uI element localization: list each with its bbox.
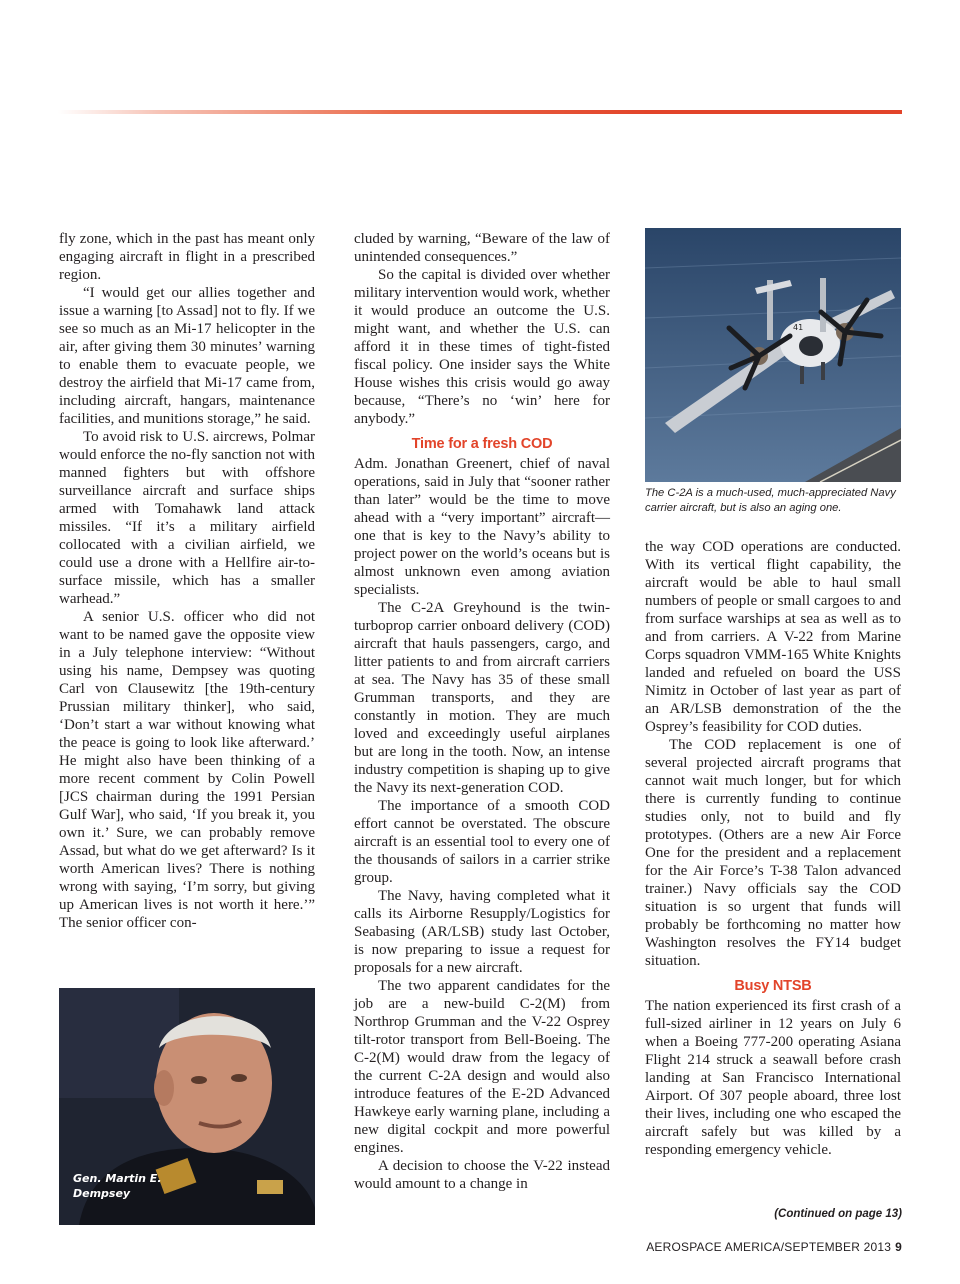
dempsey-portrait-photo (59, 988, 315, 1225)
article-column-1 (59, 230, 315, 932)
article-column-3 (645, 538, 901, 1159)
photo-caption: The C-2A is a much-used, much-appreciated Navy carrier aircraft, but is also an aging one. (645, 487, 896, 514)
paragraph: Adm. Jonathan Greenert, chief of naval operations, said in July that “sooner rather than later” would be the time to move ahead with a “very important” aircraft—one that is key to the Navy’s ability to project power on the world’s oceans but is almost unknown even among aviation specialists. (354, 456, 610, 598)
portrait-caption: Gen. Martin E. Dempsey (73, 1172, 162, 1200)
paragraph: The importance of a smooth COD effort cannot be overstated. The obscure aircraft is an essential tool to every one of the thousands of sailors in a carrier strike group. (354, 798, 610, 886)
page-footer (646, 1240, 902, 1254)
paragraph: A senior U.S. officer who did not want to be named gave the opposite view in a July telephone interview: “Without using his name, Dempsey was quoting Carl von Clausewitz [the 19th-century Prussian military thinker], who said, ‘Don’t start a war without knowing what the peace is going to look like afterward.’ He might also have been thinking of a more recent comment by Colin Powell [JCS chairman during the 1991 Persian Gulf War], who said, ‘If you break it, you own it.’ Sure, we can probably remove Assad, but what do we get afterward? Is it worth American lives? There is nothing wrong with saying, ‘I’m sorry, but giving up American lives is not worth it here.’” The senior officer con- (59, 609, 315, 931)
page-number: 9 (895, 1240, 902, 1254)
continued-notice: (Continued on page 13) (774, 1208, 902, 1220)
paragraph: cluded by warning, “Beware of the law of unintended consequences.” (354, 231, 610, 265)
paragraph: The nation experienced its first crash of a full-sized airliner in 12 years on July 6 when a Boeing 777-200 operating Asiana Flight 214 struck a seawall before crash landing at San Francisco International Airport. Of 307 people aboard, three lost their lives, including one who escaped the aircraft safely but was killed by a responding emergency vehicle. (645, 998, 901, 1158)
c2a-aircraft-illustration (645, 228, 901, 482)
c2a-aircraft-photo (645, 228, 901, 482)
paragraph: So the capital is divided over whether military intervention would work, whether it would produce an outcome the U.S. might want, and whether the U.S. can afford it in these times of tight-fisted fiscal policy. One insider says the White House wishes this crisis would go away because, “There’s no ‘win’ here for anybody.” (354, 267, 610, 427)
paragraph: The C-2A Greyhound is the twin-turboprop carrier onboard delivery (COD) aircraft that hauls passengers, cargo, and litter patients to and from aircraft carriers at sea. The Navy has 35 of these small Grumman transports, and they are constantly in motion. They are much loved and exceedingly useful airplanes but are long in the tooth. Now, an intense industry competition is shaping up to give the Navy its next-generation COD. (354, 600, 610, 796)
section-heading: Time for a fresh COD (411, 436, 553, 452)
paragraph: A decision to choose the V-22 instead would amount to a change in (354, 1158, 610, 1192)
paragraph: To avoid risk to U.S. aircrews, Polmar would enforce the no-fly sanction not with manned fighters but with offshore surveillance aircraft and surface ships armed with Tomahawk land attack missiles. “If it’s a military airfield collocated with a civilian airfield, we could use a drone with a Hellfire air-to-surface missile, which has a smaller warhead.” (59, 429, 315, 607)
paragraph: The Navy, having completed what it calls its Airborne Resupply/Logistics for Seabasing (AR/LSB) study last October, is now preparing to issue a request for proposals for a new aircraft. (354, 888, 610, 976)
header-rule (58, 110, 902, 114)
paragraph: The two apparent candidates for the job are a new-build C-2(M) from Northrop Grumman and the V-22 Osprey tilt-rotor transport from Bell-Boeing. The C-2(M) would draw from the legacy of the current C-2A design and would also introduce features of the E-2D Advanced Hawkeye early warning plane, including a new digital cockpit and more powerful engines. (354, 978, 610, 1156)
article-column-2 (354, 230, 610, 1193)
publication-name: AEROSPACE AMERICA/SEPTEMBER 2013 (646, 1240, 892, 1254)
paragraph: “I would get our allies together and issue a warning [to Assad] not to fly. If we see so much as an Mi-17 helicopter in the air, after giving them 30 minutes’ warning to enable them to evacuate people, we destroy the airfield that Mi-17 came from, including aircraft, hangars, maintenance facilities, and munitions storage,” he said. (59, 285, 315, 427)
paragraph: the way COD operations are conducted. With its vertical flight capability, the aircraft would be able to haul small numbers of people or small cargoes to and from surface warships at sea as well as to and from carriers. A V-22 from Marine Corps squadron VMM-165 White Knights landed and refueled on board the USS Nimitz in October of last year as part of an AR/LSB demonstration of the the Osprey’s feasibility for COD duties. (645, 539, 901, 735)
paragraph: The COD replacement is one of several projected aircraft programs that cannot wait much longer, but for which there is currently funding to continue studies only, not to build and fly prototypes. (Others are a new Air Force One for the president and a replacement for the Air Force’s T-38 Talon advanced trainer.) Navy officials say the COD situation is so urgent that funds will probably be forthcoming no matter how Washington resolves the FY14 budget situation. (645, 737, 901, 969)
tail-number: 41 (793, 323, 804, 332)
paragraph: fly zone, which in the past has meant only engaging aircraft in flight in a prescribed region. (59, 231, 315, 283)
section-heading: Busy NTSB (734, 978, 812, 994)
